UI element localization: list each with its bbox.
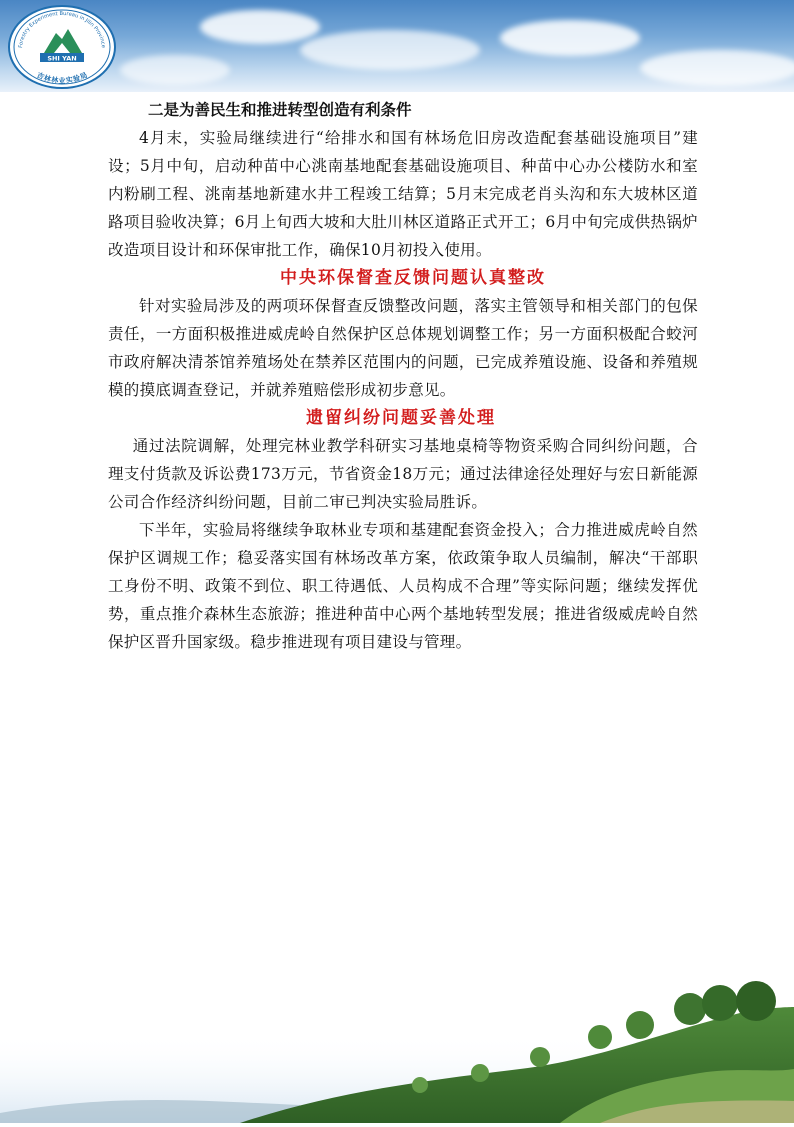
- header-sky-banner: [0, 0, 794, 92]
- footer-forest-banner: [0, 973, 794, 1123]
- paragraph: 通过法院调解，处理完林业教学科研实习基地桌椅等物资采购合同纠纷问题，合理支付货款及诉讼费173万元，节省资金18万元；通过法律途径处理好与宏日新能源公司合作经济纠纷问题，目前二审已判决实验局胜诉。: [108, 437, 698, 511]
- cloud: [300, 30, 480, 70]
- bureau-logo-emblem: [10, 7, 114, 87]
- section-heading: 遗留纠纷问题妥善处理: [306, 408, 496, 428]
- paragraph: 4月末，实验局继续进行“给排水和国有林场危旧房改造配套基础设施项目”建设；5月中旬，启动种苗中心洮南基地配套基础设施项目、种苗中心办公楼防水和室内粉刷工程、洮南基地新建水井工程竣工结算；5月末完成老肖头沟和东大坡林区道路项目验收决算；6月上旬西大坡和大肚川林区道路正式开工；6月中旬完成供热锅炉改造项目设计和环保审批工作，确保10月初投入使用。: [108, 129, 698, 259]
- section-legacy-disputes: [108, 404, 698, 656]
- forest-landscape-image: [0, 973, 794, 1123]
- paragraph: 针对实验局涉及的两项环保督查反馈整改问题，落实主管领导和相关部门的包保责任，一方面积极推进威虎岭自然保护区总体规划调整工作；另一方面积极配合蛟河市政府解决清茶馆养殖场处在禁养区范围内的问题，已完成养殖设施、设备和养殖规模的摸底调查登记，并就养殖赔偿形成初步意见。: [108, 297, 698, 399]
- section-heading: 二是为善民生和推进转型创造有利条件: [148, 100, 412, 119]
- cloud: [640, 50, 794, 86]
- cloud: [120, 55, 230, 85]
- section-heading: 中央环保督查反馈问题认真整改: [280, 268, 546, 288]
- bureau-logo: [8, 5, 116, 89]
- paragraph: 下半年，实验局将继续争取林业专项和基建配套资金投入；合力推进威虎岭自然保护区调规工作；稳妥落实国有林场改革方案，依政策争取人员编制，解决“干部职工身份不明、政策不到位、职工待遇低、人员构成不合理”等实际问题；继续发挥优势，重点推介森林生态旅游；推进种苗中心两个基地转型发展；推进省级威虎岭自然保护区晋升国家级。稳步推进现有项目建设与管理。: [108, 521, 698, 651]
- logo-center-text: SHI YAN: [47, 54, 77, 63]
- cloud: [500, 20, 640, 56]
- section-livelihood: [108, 96, 698, 264]
- page-content: [108, 96, 698, 656]
- logo-ring-text-bottom: 吉林林业实验局: [35, 71, 89, 85]
- section-environmental-rectification: [108, 264, 698, 404]
- logo-ring-text-top: Forestry Experiment Bureau in Jilin Province: [17, 10, 107, 49]
- cloud: [200, 10, 320, 44]
